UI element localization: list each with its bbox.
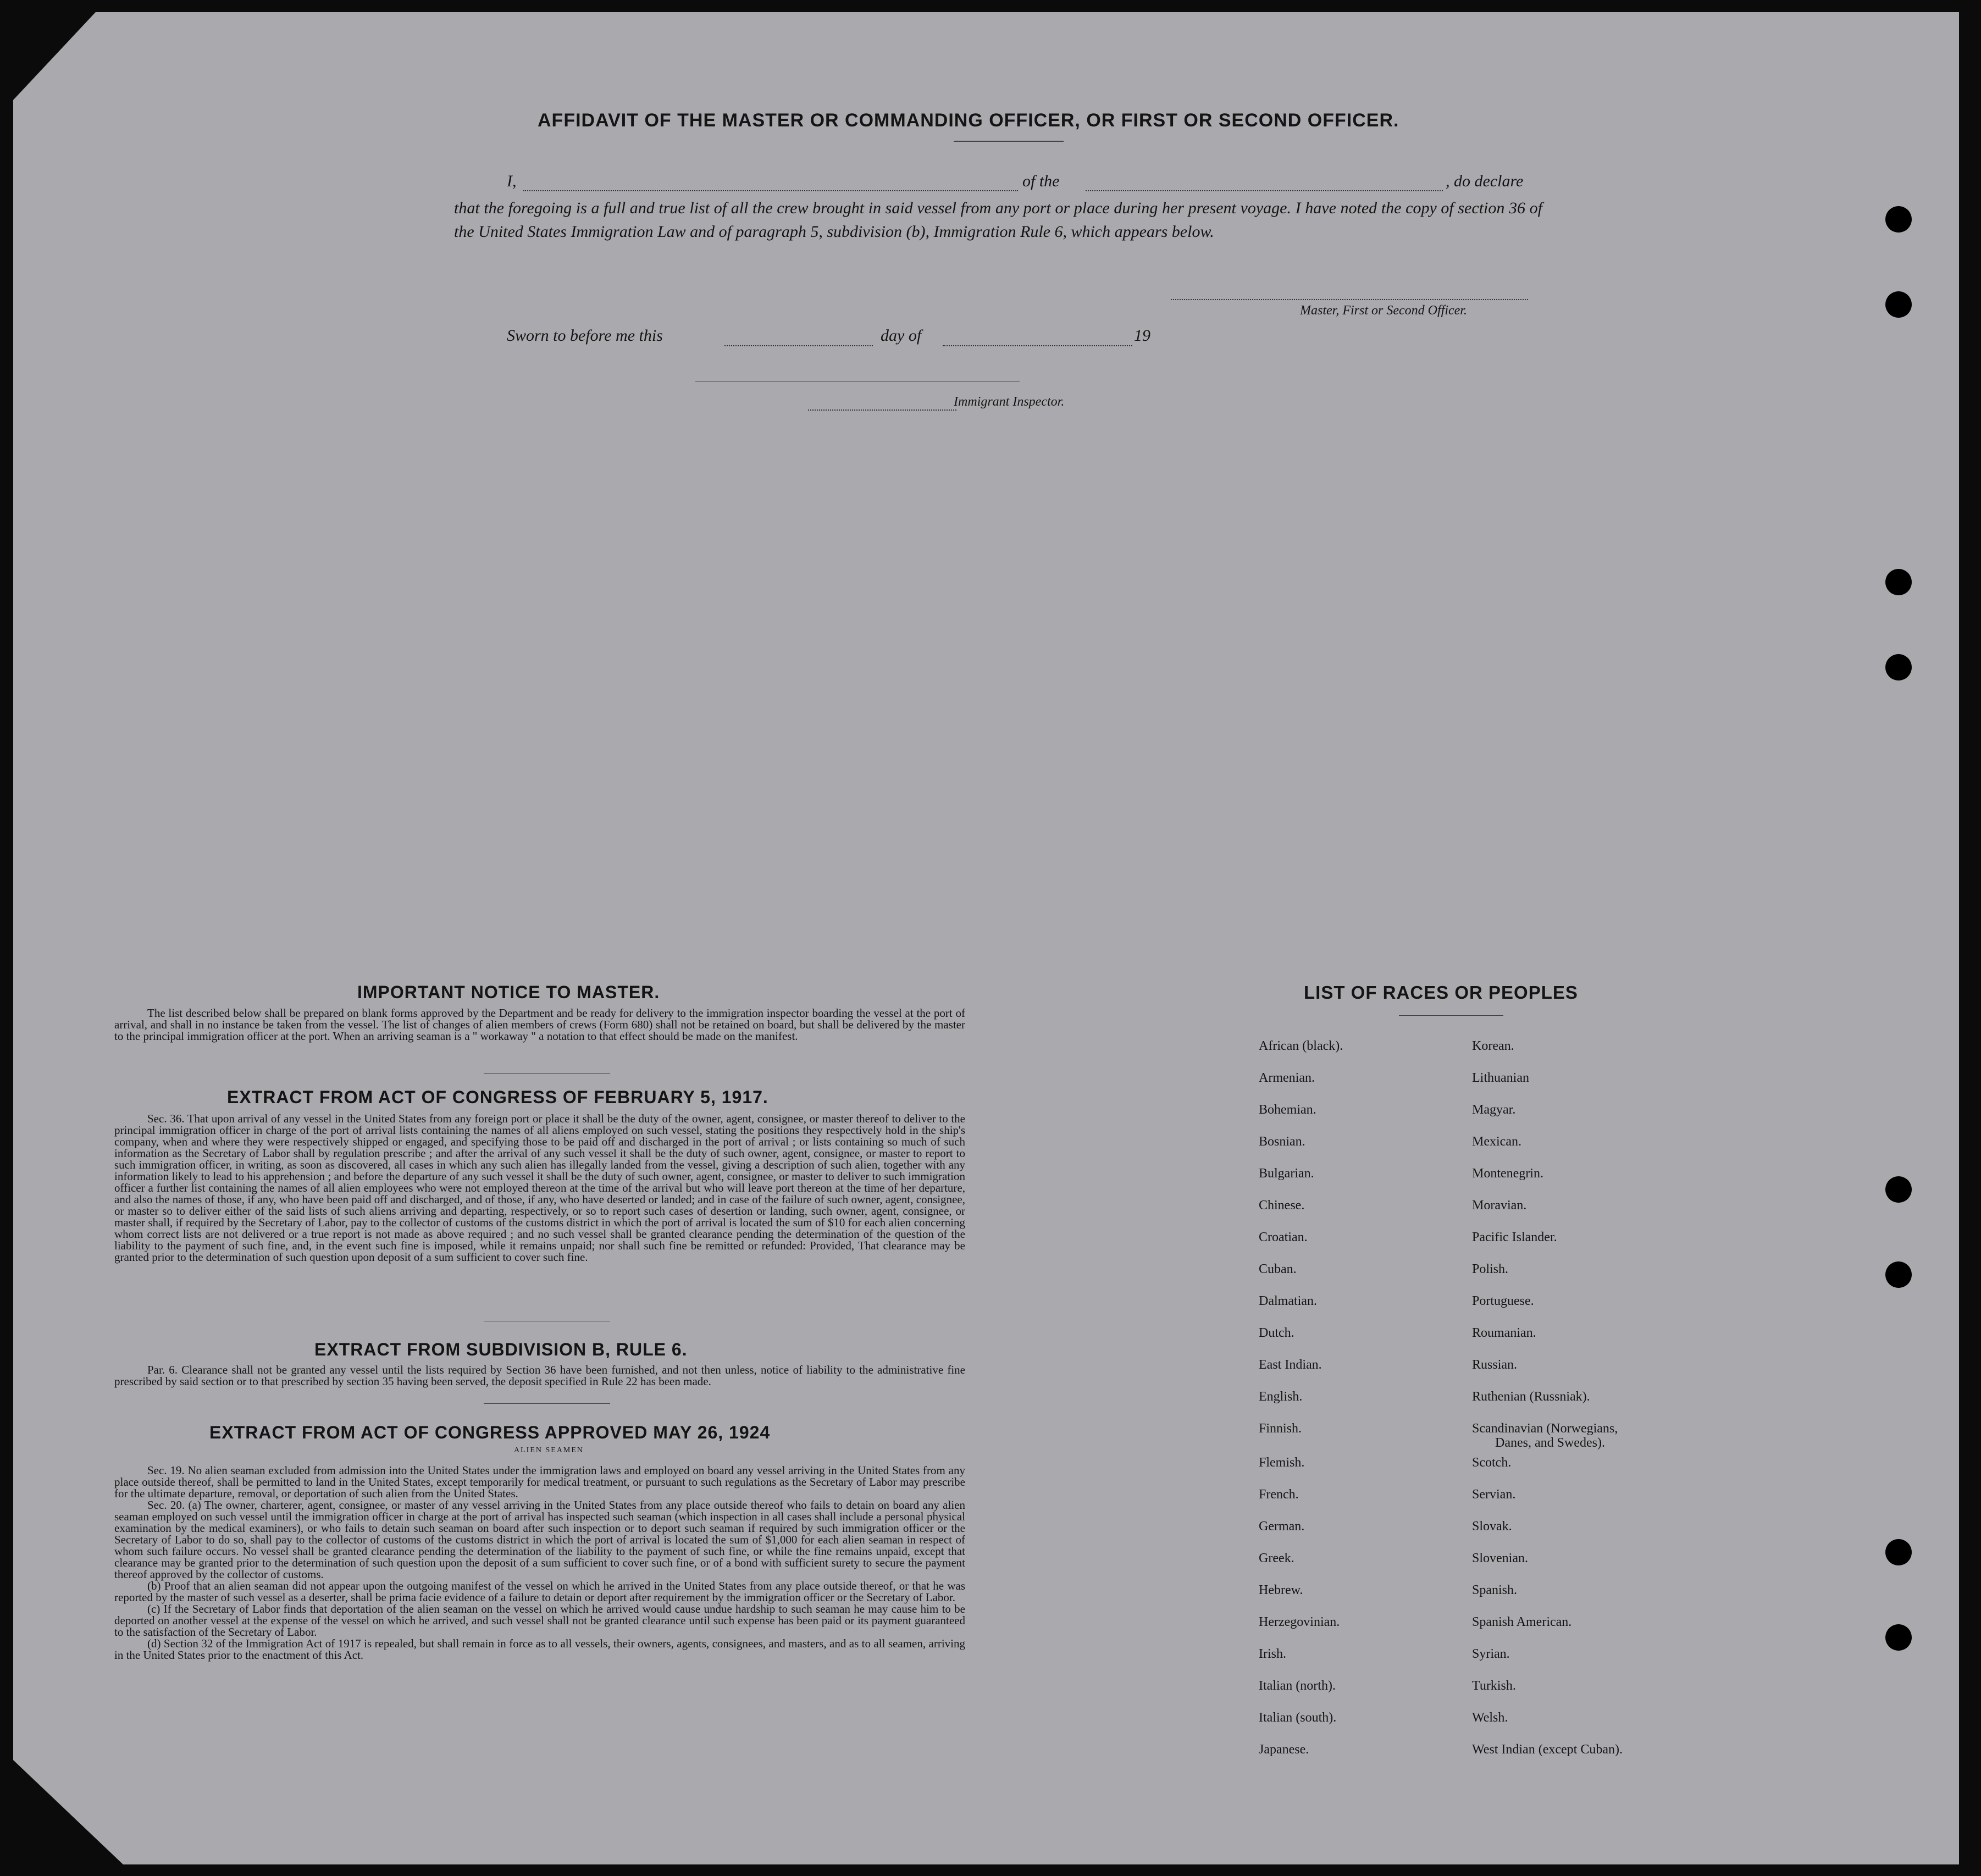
race-right-item: Montenegrin.	[1472, 1166, 1543, 1181]
race-left-item: East Indian.	[1259, 1358, 1322, 1372]
notice-section	[114, 1008, 965, 1042]
sec19-text: Sec. 19. No alien seaman excluded from admission into the United States under the immigration laws and employed on board any vessel arriving in the United States from any place outside thereof, shall be permitted to land in the United States, except temporarily for medical treatment, or pursuant to such regulations as the Secretary of Labor may prescribe for the ultimate departure, removal, or deportation of such alien from the United States.	[114, 1464, 965, 1500]
punch-hole	[1885, 1624, 1912, 1651]
affidavit-title-rule	[954, 141, 1064, 142]
race-left-item: Irish.	[1259, 1647, 1286, 1661]
sec20a-text: Sec. 20. (a) The owner, charterer, agent, consignee, or master of any vessel arriving in the United States from any place outside thereof who fails to detain on board any alien seaman employed on such vessel until the immigration officer in charge at the port of arrival has inspected such seaman (which inspection in all cases shall include a personal physical examination by the medical examiners), or who fails to detain such seaman on board after such inspection or to deport such seaman if required by such immigration officer or the Secretary of Labor to do so, shall pay to the collector of customs of the customs district in which the port of arrival is located the sum of $1,000 for each alien seaman in respect of whom such failure occurs. No vessel shall be granted clearance pending the determination of the liability to the payment of such fine, or while the fine remains unpaid, except that clearance may be granted prior to the determination of such question upon the deposit of a sum sufficient to cover such fine, or of a bond with sufficient surety to secure the payment thereof approved by the collector of customs.	[114, 1498, 965, 1581]
race-right-item: Magyar.	[1472, 1103, 1516, 1117]
affidavit-of-the-label: of the	[1022, 172, 1060, 190]
inspector-label: Immigrant Inspector.	[954, 395, 1065, 409]
race-right-item: Spanish.	[1472, 1583, 1518, 1597]
notice-rule	[484, 1073, 610, 1074]
punch-hole	[1885, 1176, 1912, 1203]
race-left-item: Bohemian.	[1259, 1103, 1316, 1117]
sworn-prefix: Sworn to before me this	[507, 326, 663, 345]
extract-rule6-section	[114, 1364, 965, 1387]
extract-rule6-rule	[484, 1403, 610, 1404]
race-left-item: Herzegovinian.	[1259, 1615, 1340, 1629]
race-left-item: French.	[1259, 1487, 1299, 1502]
races-title: LIST OF RACES OR PEOPLES	[1304, 982, 1578, 1003]
extract-1917-body: Sec. 36. That upon arrival of any vessel in the United States from any foreign port or place it shall be the duty of the owner, agent, consignee, or master thereof to deliver to the principal immigration officer in charge of the port of arrival lists containing the names of all aliens employed on such vessel, stating the positions they respectively hold in the ship's company, when and where they were respectively shipped or engaged, and specifying those to be paid off and discharged in the port of arrival ; or lists containing so much of such information as the Secretary of Labor shall by regulation prescribe ; and after the arrival of any such vessel it shall be the duty of such owner, agent, consignee, or master to report to such immigration officer, in writing, as soon as discovered, all cases in which any such alien has illegally landed from the vessel, giving a description of such alien, together with any information likely to lead to his apprehension ; and before the departure of any such vessel it shall be the duty of such owner, agent, consignee, or master to deliver to such immigration officer a further list containing the names of all alien employees who were not employed thereon at the time of the arrival but who will leave port thereon at the time of her departure, and also the names of those, if any, who have been paid off and discharged, and of those, if any, who have deserted or landed; and in case of the failure of such owner, agent, consignee, or master so to deliver either of the said lists of such aliens arriving and departing, respectively, or so to report such cases of desertion or landing, such owner, agent, consignee, or master shall, if required by the Secretary of Labor, pay to the collector of customs of the customs district in which the port of arrival is located the sum of $10 for each alien concerning whom correct lists are not delivered or a true report is not made as above required ; and no such vessel shall be granted clearance pending the determination of the question of the liability to the payment of such fine, and, in the event such fine is imposed, while it remains unpaid; nor shall such fine be remitted or refunded: Provided, That clearance may be granted prior to the determination of such question upon deposit of a sum sufficient to cover such fine.	[114, 1112, 965, 1264]
race-right-item: West Indian (except Cuban).	[1472, 1742, 1623, 1757]
extract-1917-title: EXTRACT FROM ACT OF CONGRESS OF FEBRUARY 5, 1917.	[227, 1087, 768, 1107]
punch-hole	[1885, 291, 1912, 318]
race-left-item: Dalmatian.	[1259, 1294, 1317, 1308]
extract-1924-subtitle: ALIEN SEAMEN	[514, 1446, 584, 1454]
sec20b-text: (b) Proof that an alien seaman did not appear upon the outgoing manifest of the vessel on which he arrived in the United States from any place outside thereof, or that he was reported by the master of such vessel as a deserter, shall be prima facie evidence of a failure to detain or deport after requirement by the immigration officer or the Secretary of Labor.	[114, 1579, 965, 1604]
punch-hole	[1885, 1539, 1912, 1565]
race-right-item: Ruthenian (Russniak).	[1472, 1390, 1590, 1404]
race-left-item: African (black).	[1259, 1039, 1343, 1053]
sworn-year: 19	[1134, 326, 1150, 345]
signature-label: Master, First or Second Officer.	[1300, 303, 1467, 318]
race-left-item: Japanese.	[1259, 1742, 1309, 1757]
race-left-item: Cuban.	[1259, 1262, 1297, 1276]
race-right-item: Lithuanian	[1472, 1071, 1529, 1085]
race-right-item: Slovenian.	[1472, 1551, 1528, 1565]
inspector-signature-line	[808, 409, 956, 411]
race-right-item: Scandinavian (Norwegians, Danes, and Swedes).	[1472, 1421, 1618, 1450]
extract-1917-section	[114, 1113, 965, 1263]
race-right-item: Pacific Islander.	[1472, 1230, 1557, 1244]
race-left-item: German.	[1259, 1519, 1305, 1534]
race-right-item: Roumanian.	[1472, 1326, 1536, 1340]
race-left-item: Armenian.	[1259, 1071, 1315, 1085]
race-right-item: Portuguese.	[1472, 1294, 1534, 1308]
sworn-month-line	[943, 345, 1132, 346]
punch-hole	[1885, 206, 1912, 233]
race-right-item: Servian.	[1472, 1487, 1516, 1502]
race-left-item: Dutch.	[1259, 1326, 1294, 1340]
extract-1924-section	[114, 1465, 965, 1661]
extract-1924-title: EXTRACT FROM ACT OF CONGRESS APPROVED MAY 26, 1924	[209, 1423, 771, 1442]
race-right-item: Turkish.	[1472, 1679, 1516, 1693]
race-left-item: Greek.	[1259, 1551, 1294, 1565]
race-left-item: Bosnian.	[1259, 1135, 1305, 1149]
punch-hole	[1885, 1261, 1912, 1288]
race-right-item: Mexican.	[1472, 1135, 1521, 1149]
race-right-item: Slovak.	[1472, 1519, 1512, 1534]
races-title-rule	[1399, 1015, 1503, 1016]
race-left-item: Croatian.	[1259, 1230, 1308, 1244]
race-right-item: Welsh.	[1472, 1711, 1508, 1725]
race-right-item: Spanish American.	[1472, 1615, 1572, 1629]
notice-body: The list described below shall be prepared on blank forms approved by the Department and be ready for delivery to the immigration inspector boarding the vessel at the port of arrival, and shall in no instance be taken from the vessel. The list of changes of alien members of crews (Form 680) shall not be retained on board, but shall be delivered by the master to the principal immigration officer at the port. When an arriving seaman is a " workaway " a notation to that effect should be made on the manifest.	[114, 1006, 965, 1043]
sworn-day-of: day of	[881, 326, 922, 345]
name-line	[523, 190, 1018, 191]
race-right-item: Scotch.	[1472, 1456, 1512, 1470]
sworn-day-line	[724, 345, 873, 346]
sec20d-text: (d) Section 32 of the Immigration Act of 1917 is repealed, but shall remain in force as to all vessels, their owners, agents, consignees, and masters, and as to all seamen, arriving in the United States prior to the enactment of this Act.	[114, 1637, 965, 1662]
affidavit-i-label: I,	[507, 172, 517, 190]
race-left-item: Bulgarian.	[1259, 1166, 1314, 1181]
sec20c-text: (c) If the Secretary of Labor finds that deportation of the alien seaman on the vessel on which he arrived would cause undue hardship to such seaman he may cause him to be deported on another vessel at the expense of the vessel on which he arrived, and such vessel shall not be granted clearance until such expense has been paid or its payment guaranteed to the satisfaction of the Secretary of Labor.	[114, 1602, 965, 1639]
race-left-item: Chinese.	[1259, 1198, 1305, 1213]
race-left-item: Finnish.	[1259, 1421, 1302, 1436]
race-right-item: Moravian.	[1472, 1198, 1527, 1213]
notice-title: IMPORTANT NOTICE TO MASTER.	[357, 982, 660, 1002]
race-right-item: Korean.	[1472, 1039, 1514, 1053]
extract-rule6-title: EXTRACT FROM SUBDIVISION B, RULE 6.	[314, 1340, 688, 1359]
signature-line	[1171, 299, 1528, 300]
punch-hole	[1885, 569, 1912, 595]
vessel-line	[1086, 190, 1443, 191]
race-left-item: English.	[1259, 1390, 1303, 1404]
race-right-item: Syrian.	[1472, 1647, 1510, 1661]
affidavit-declare-label: , do declare	[1446, 172, 1524, 190]
race-left-item: Italian (south).	[1259, 1711, 1337, 1725]
race-right-item: Russian.	[1472, 1358, 1518, 1372]
race-left-item: Hebrew.	[1259, 1583, 1303, 1597]
affidavit-title: AFFIDAVIT OF THE MASTER OR COMMANDING OFFICER, OR FIRST OR SECOND OFFICER.	[538, 110, 1399, 131]
extract-rule6-body: Par. 6. Clearance shall not be granted any vessel until the lists required by Section 36 have been furnished, and not then unless, notice of liability to the administrative fine prescribed by said section or to that prescribed by section 35 having been served, the deposit specified in Rule 22 has been made.	[114, 1363, 965, 1388]
race-left-item: Flemish.	[1259, 1456, 1305, 1470]
punch-hole	[1885, 654, 1912, 680]
race-right-item: Polish.	[1472, 1262, 1509, 1276]
affidavit-body: that the foregoing is a full and true list of all the crew brought in said vessel from any port or place during her present voyage. I have noted the copy of section 36 of the United States Immigration Law and of paragraph 5, subdivision (b), Immigration Rule 6, which appears below.	[454, 199, 1542, 241]
race-left-item: Italian (north).	[1259, 1679, 1336, 1693]
